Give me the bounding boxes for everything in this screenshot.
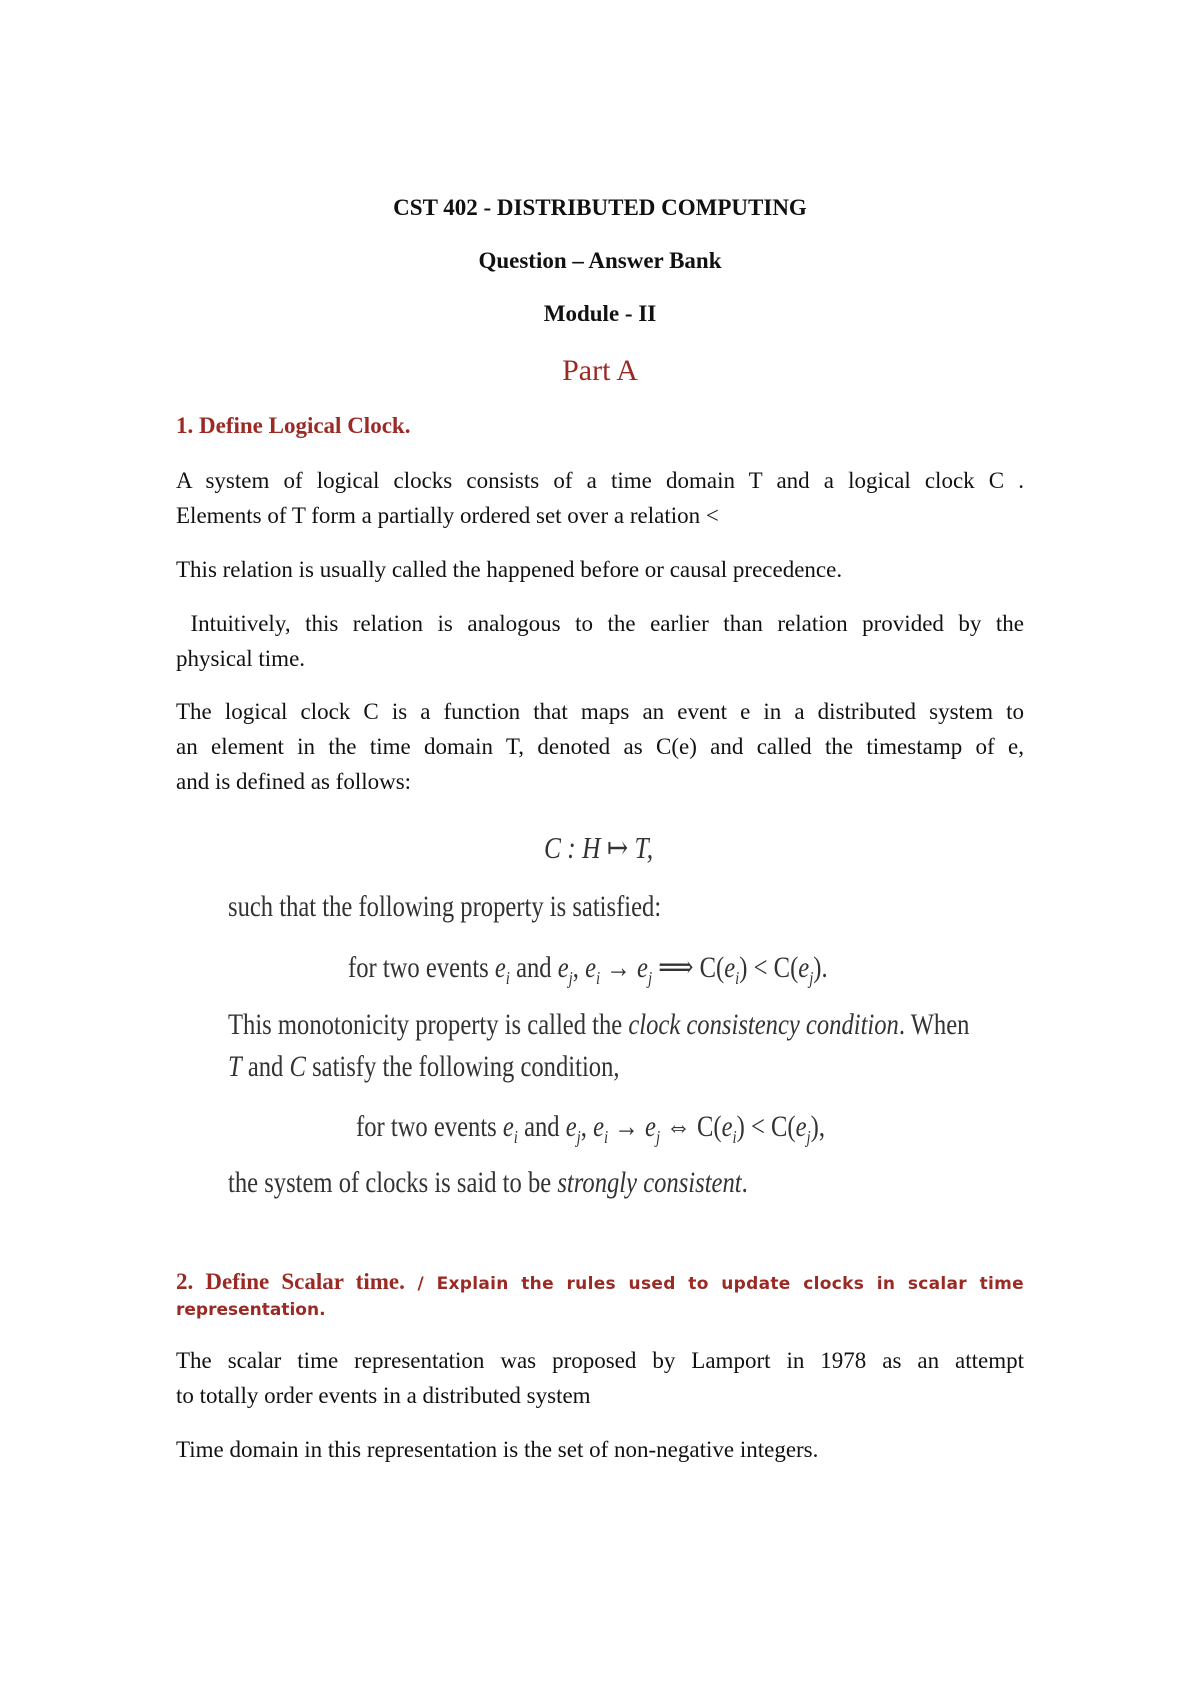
mapping-formula-text: C : H ↦ T, bbox=[544, 830, 654, 865]
q2-para2-line1: Time domain in this representation is the set of non-negative integers. bbox=[176, 1437, 819, 1462]
q1-paragraph-3 bbox=[176, 606, 1024, 676]
line2-italic: clock consistency condition bbox=[628, 1008, 899, 1041]
cond1-pre: for two events bbox=[348, 951, 495, 984]
textbook-figure bbox=[200, 822, 1020, 1222]
line4-post: . bbox=[741, 1166, 748, 1199]
q1-para4-line1: The logical clock C is a function that maps an event e in a distributed system to bbox=[176, 699, 1024, 724]
line4-italic: strongly consistent bbox=[557, 1166, 742, 1199]
q2-para1-line1: The scalar time representation was proposed by Lamport in 1978 as an attempt bbox=[176, 1348, 1024, 1373]
consistency-formula: for two events $e_i$ and $e_j$, $e_i \to e_j$ ⟹ $C(e_i) < C(e_j)$. bbox=[348, 951, 828, 988]
q2-subtitle-line2: representation. bbox=[176, 1300, 326, 1320]
strong-consistency-formula: for two events $e_i$ and $e_j$, $e_i \to e_j$ ⇔ $C(e_i) < C(e_j)$, bbox=[356, 1110, 825, 1147]
document-subtitle: Question – Answer Bank bbox=[478, 248, 722, 273]
q1-para1-line2: Elements of T form a partially ordered set over a relation < bbox=[176, 503, 719, 528]
q2-para1-line2: to totally order events in a distributed system bbox=[176, 1383, 591, 1408]
question-1-heading: 1. Define Logical Clock. bbox=[176, 413, 411, 438]
line2-post: . When bbox=[898, 1008, 970, 1041]
course-title: CST 402 - DISTRIBUTED COMPUTING bbox=[393, 195, 807, 220]
q1-para4-line2: an element in the time domain T, denoted as C(e) and called the timestamp of e, bbox=[176, 734, 1024, 759]
figure-line-monotonicity bbox=[228, 1008, 969, 1042]
line4-pre: the system of clocks is said to be bbox=[228, 1166, 558, 1199]
question-2-heading bbox=[176, 1266, 1024, 1326]
q1-para3-line1: Intuitively, this relation is analogous to the earlier than relation provided by the bbox=[176, 611, 1024, 636]
q1-para3-line2: physical time. bbox=[176, 646, 306, 671]
q1-para2-line1: This relation is usually called the happened before or causal precedence. bbox=[176, 557, 843, 582]
q1-para1-line1: A system of logical clocks consists of a time domain T and a logical clock C . bbox=[176, 468, 1024, 493]
figure-line-strong bbox=[228, 1166, 748, 1200]
figure-line-property: such that the following property is satisfied: bbox=[228, 890, 662, 923]
module-title: Module - II bbox=[543, 301, 657, 326]
part-title: Part A bbox=[562, 354, 638, 387]
line2-pre: This monotonicity property is called the bbox=[228, 1008, 629, 1041]
figure-line-condition: T and C satisfy the following condition, bbox=[228, 1050, 620, 1083]
mapping-formula bbox=[544, 830, 653, 866]
q1-paragraph-1 bbox=[176, 463, 1024, 533]
q2-separator: / bbox=[404, 1274, 437, 1294]
q1-paragraph-4 bbox=[176, 694, 1024, 799]
q2-paragraph-2 bbox=[176, 1432, 1024, 1467]
q1-para4-line3: and is defined as follows: bbox=[176, 769, 412, 794]
q2-title: 2. Define Scalar time. bbox=[176, 1269, 405, 1294]
q2-paragraph-1 bbox=[176, 1343, 1024, 1413]
q1-paragraph-2 bbox=[176, 552, 1024, 587]
q2-subtitle-line1: Explain the rules used to update clocks in scalar time bbox=[436, 1274, 1024, 1294]
